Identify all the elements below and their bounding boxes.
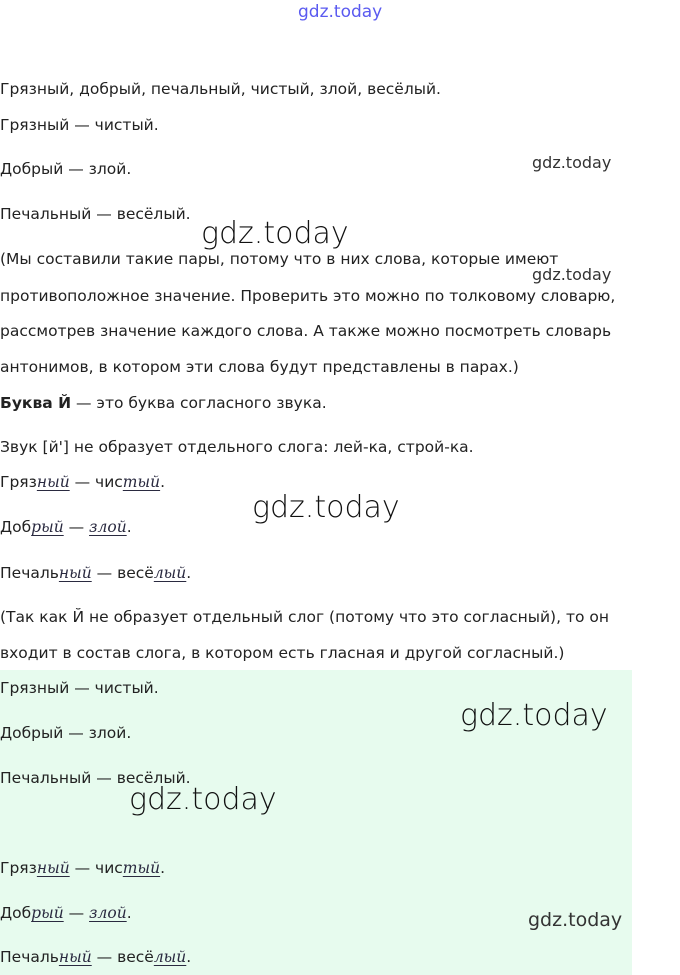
explanation-line: (Так как Й не образует отдельный слог (потому что это согласный), то он (0, 608, 610, 626)
syllable-plain: . (126, 904, 132, 922)
word-list: Грязный, добрый, печальный, чистый, злой, весёлый. (0, 80, 441, 98)
watermark: gdz.today (298, 2, 383, 22)
syllable-plain: Печаль (0, 948, 59, 966)
syllable-marked: ный (36, 859, 70, 877)
explanation-line: противоположное значение. Проверить это можно по толковому словарю, (0, 287, 616, 305)
antonym-pair: Добрый — злой. (0, 160, 132, 178)
syllable-marked: злой (89, 904, 127, 922)
watermark: gdz.today (460, 698, 608, 733)
antonym-pair: Печальный — весёлый. (0, 205, 191, 223)
watermark: gdz.today (532, 265, 612, 284)
syllable-plain: Доб (0, 904, 32, 922)
answer-syllable-line (0, 858, 165, 878)
syllable-marked: ный (36, 473, 70, 491)
syllable-marked: рый (31, 904, 64, 922)
watermark: gdz.today (532, 153, 612, 172)
sound-rule: Звук [й'] не образует отдельного слога: лей-ка, строй-ка. (0, 438, 474, 456)
syllable-plain: — весё (91, 948, 154, 966)
syllable-marked: лый (153, 948, 187, 966)
syllable-plain: . (160, 859, 166, 877)
syllable-plain: Печаль (0, 564, 59, 582)
watermark: gdz.today (528, 909, 623, 931)
watermark: gdz.today (201, 216, 349, 251)
letter-rule-text: — это буква согласного звука. (71, 394, 327, 412)
syllable-marked: ный (58, 564, 92, 582)
syllable-plain: . (126, 518, 132, 536)
syllable-line (0, 563, 191, 583)
syllable-plain: Доб (0, 518, 32, 536)
syllable-marked: рый (31, 518, 64, 536)
explanation-line: (Мы составили такие пары, потому что в них слова, которые имеют (0, 250, 559, 268)
answer-pair: Добрый — злой. (0, 724, 132, 742)
explanation-line: рассмотрев значение каждого слова. А также можно посмотреть словарь (0, 322, 612, 340)
syllable-plain: Гряз (0, 473, 37, 491)
answer-pair: Грязный — чистый. (0, 679, 159, 697)
answer-syllable-line (0, 947, 191, 967)
letter-rule (0, 393, 327, 413)
syllable-line (0, 472, 165, 492)
syllable-marked: ный (58, 948, 92, 966)
watermark: gdz.today (129, 782, 277, 817)
syllable-plain: — весё (91, 564, 154, 582)
syllable-plain: — (63, 518, 90, 536)
syllable-marked: тый (122, 473, 161, 491)
syllable-plain: . (160, 473, 166, 491)
syllable-marked: лый (153, 564, 187, 582)
answer-syllable-line (0, 903, 132, 923)
syllable-plain: — (63, 904, 90, 922)
explanation-line: антонимов, в котором эти слова будут представлены в парах.) (0, 358, 519, 376)
syllable-marked: злой (89, 518, 127, 536)
letter-rule-bold: Буква Й (0, 394, 72, 412)
syllable-plain: Гряз (0, 859, 37, 877)
syllable-marked: тый (122, 859, 161, 877)
explanation-line: входит в состав слога, в котором есть гласная и другой согласный.) (0, 644, 565, 662)
syllable-line (0, 517, 132, 537)
syllable-plain: . (186, 948, 192, 966)
answer-pair: Печальный — весёлый. (0, 769, 191, 787)
syllable-plain: — чис (69, 859, 123, 877)
syllable-plain: — чис (69, 473, 123, 491)
syllable-plain: . (186, 564, 192, 582)
watermark: gdz.today (252, 490, 400, 525)
antonym-pair: Грязный — чистый. (0, 116, 159, 134)
